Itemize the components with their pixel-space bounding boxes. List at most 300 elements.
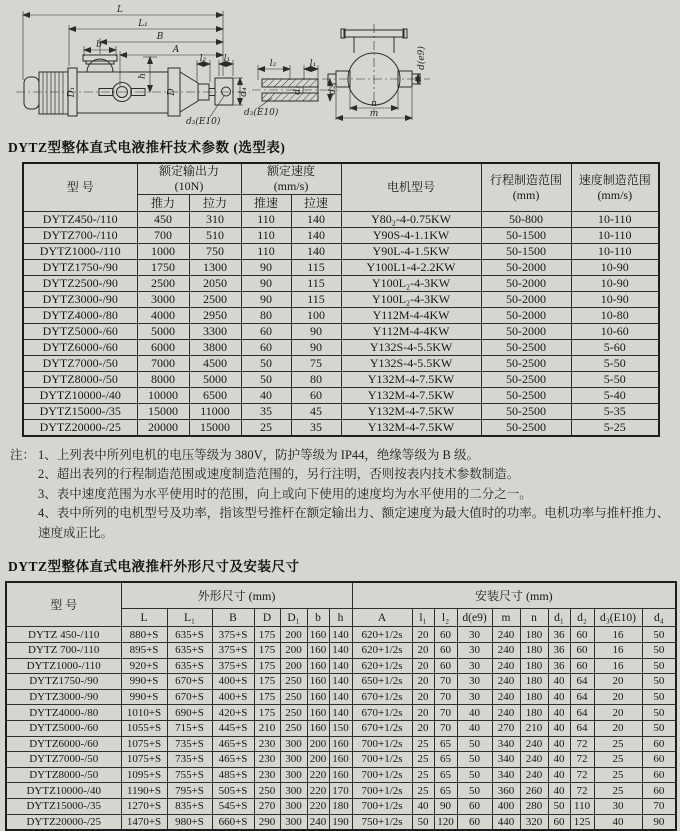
- value-cell: 750+1/2s: [352, 814, 412, 830]
- model-cell: DYTZ4000-/80: [23, 308, 137, 324]
- value-cell: 40: [412, 798, 434, 814]
- model-cell: DYTZ1750-/90: [6, 674, 121, 690]
- col-header-D1: D₁: [280, 609, 307, 627]
- value-cell: 15000: [189, 420, 241, 437]
- value-cell: 90: [241, 292, 291, 308]
- value-cell: 180: [520, 658, 548, 674]
- table-row: [23, 292, 659, 308]
- value-cell: 300: [280, 752, 307, 768]
- value-cell: 5-40: [571, 388, 659, 404]
- value-cell: 5-50: [571, 356, 659, 372]
- value-cell: 240: [492, 674, 520, 690]
- specs-table-body: [23, 212, 659, 437]
- col-header-de9: d(e9): [457, 609, 492, 627]
- value-cell: 990+S: [121, 674, 167, 690]
- table-row: [23, 356, 659, 372]
- value-cell: 160: [307, 720, 329, 736]
- side-view: [16, 5, 250, 127]
- value-cell: 40: [548, 752, 570, 768]
- value-cell: 180: [520, 705, 548, 721]
- value-cell: 60: [642, 783, 676, 799]
- value-cell: 140: [291, 244, 341, 260]
- value-cell: 16: [594, 642, 642, 658]
- value-cell: 375+S: [212, 658, 254, 674]
- dim-label-d4: d₄: [239, 87, 249, 97]
- model-cell: DYTZ3000-/90: [23, 292, 137, 308]
- value-cell: 25: [594, 767, 642, 783]
- value-cell: 60: [642, 736, 676, 752]
- col-group-install: 安装尺寸 (mm): [352, 582, 676, 609]
- dim-label-l1: l₁: [223, 54, 231, 64]
- value-cell: 160: [307, 627, 329, 643]
- value-cell: 8000: [137, 372, 189, 388]
- value-cell: 5000: [189, 372, 241, 388]
- value-cell: 180: [520, 674, 548, 690]
- col-header-d3E10: d₃(E10): [594, 609, 642, 627]
- note-item-1: 1、上列表中所列电机的电压等级为 380V，防护等级为 IP44，绝缘等级为 B 级。: [38, 448, 479, 462]
- value-cell: 250: [280, 720, 307, 736]
- table-row: [6, 767, 676, 783]
- value-cell: 36: [548, 627, 570, 643]
- value-cell: 300: [280, 783, 307, 799]
- value-cell: 360: [492, 783, 520, 799]
- table-row: [6, 627, 676, 643]
- value-cell: 40: [548, 674, 570, 690]
- value-cell: 120: [434, 814, 457, 830]
- model-cell: DYTZ15000-/35: [6, 798, 121, 814]
- value-cell: 4000: [137, 308, 189, 324]
- value-cell: 340: [492, 752, 520, 768]
- value-cell: 300: [280, 798, 307, 814]
- value-cell: 10000: [137, 388, 189, 404]
- model-cell: DYTZ1750-/90: [23, 260, 137, 276]
- fork-label-l1: l₁: [309, 59, 317, 69]
- col-header-rated-force: [137, 163, 241, 195]
- value-cell: 340: [492, 767, 520, 783]
- value-cell: 3000: [137, 292, 189, 308]
- model-cell: DYTZ15000-/35: [23, 404, 137, 420]
- value-cell: 40: [241, 388, 291, 404]
- value-cell: 240: [492, 642, 520, 658]
- value-cell: 1750: [137, 260, 189, 276]
- value-cell: 670+1/2s: [352, 705, 412, 721]
- value-cell: 200: [280, 642, 307, 658]
- value-cell: 60: [548, 814, 570, 830]
- value-cell: 175: [254, 642, 280, 658]
- model-cell: DYTZ3000-/90: [6, 689, 121, 705]
- value-cell: 64: [570, 720, 594, 736]
- value-cell: 660+S: [212, 814, 254, 830]
- value-cell: 375+S: [212, 642, 254, 658]
- value-cell: Y132M-4-7.5KW: [341, 404, 481, 420]
- value-cell: 50-1500: [481, 228, 571, 244]
- col-header-B: B: [212, 609, 254, 627]
- value-cell: 210: [254, 720, 280, 736]
- value-cell: 5-50: [571, 372, 659, 388]
- model-cell: DYTZ1000-/110: [23, 244, 137, 260]
- value-cell: 30: [594, 798, 642, 814]
- model-cell: DYTZ20000-/25: [23, 420, 137, 437]
- value-cell: 115: [291, 260, 341, 276]
- value-cell: 400+S: [212, 689, 254, 705]
- top-port: [83, 55, 117, 72]
- col-header-h: h: [329, 609, 352, 627]
- value-cell: 250: [254, 783, 280, 799]
- value-cell: 110: [241, 212, 291, 228]
- table-row: [6, 798, 676, 814]
- value-cell: 20: [412, 674, 434, 690]
- value-cell: Y132S-4-5.5KW: [341, 340, 481, 356]
- value-cell: 65: [434, 767, 457, 783]
- model-cell: DYTZ5000-/60: [23, 324, 137, 340]
- section-title-specs: DYTZ型整体直式电液推杆技术参数 (选型表): [8, 140, 286, 155]
- value-cell: 50-2500: [481, 404, 571, 420]
- value-cell: 10-110: [571, 212, 659, 228]
- value-cell: 10-110: [571, 244, 659, 260]
- value-cell: 670+1/2s: [352, 689, 412, 705]
- value-cell: 620+1/2s: [352, 658, 412, 674]
- value-cell: 50: [642, 689, 676, 705]
- value-cell: 620+1/2s: [352, 642, 412, 658]
- value-cell: 50: [642, 720, 676, 736]
- value-cell: 10-80: [571, 308, 659, 324]
- value-cell: 140: [291, 212, 341, 228]
- rated-force-unit: (10N): [174, 179, 204, 193]
- value-cell: 690+S: [167, 705, 212, 721]
- value-cell: 110: [241, 228, 291, 244]
- value-cell: 755+S: [167, 767, 212, 783]
- value-cell: 60: [457, 798, 492, 814]
- col-header-model: 型 号: [23, 163, 137, 212]
- rated-speed-unit: (mm/s): [273, 179, 309, 193]
- value-cell: 250: [280, 705, 307, 721]
- value-cell: 635+S: [167, 658, 212, 674]
- table-row: [23, 212, 659, 228]
- value-cell: 115: [291, 292, 341, 308]
- value-cell: 545+S: [212, 798, 254, 814]
- value-cell: 160: [329, 752, 352, 768]
- value-cell: 160: [307, 658, 329, 674]
- value-cell: 1075+S: [121, 736, 167, 752]
- col-header-rated-speed: [241, 163, 341, 195]
- value-cell: 5000: [137, 324, 189, 340]
- col-header-motor: 电机型号: [341, 163, 481, 212]
- model-cell: DYTZ6000-/60: [23, 340, 137, 356]
- value-cell: 6500: [189, 388, 241, 404]
- col-header-model-2: 型 号: [6, 582, 121, 627]
- value-cell: 650+1/2s: [352, 674, 412, 690]
- value-cell: 180: [520, 689, 548, 705]
- value-cell: 25: [594, 783, 642, 799]
- value-cell: 140: [329, 705, 352, 721]
- model-cell: DYTZ 700-/110: [6, 642, 121, 658]
- table-row: [6, 814, 676, 830]
- note-item-3: 3、表中速度范围为水平使用时的范围，向上或向下使用的速度均为水平使用的二分之一。: [38, 486, 532, 501]
- value-cell: 50-1500: [481, 244, 571, 260]
- push-rod-dimension-drawing: [0, 0, 680, 132]
- value-cell: 700: [137, 228, 189, 244]
- value-cell: 320: [520, 814, 548, 830]
- value-cell: 15000: [137, 404, 189, 420]
- col-header-stroke-range: [481, 163, 571, 212]
- value-cell: 735+S: [167, 752, 212, 768]
- value-cell: 64: [570, 705, 594, 721]
- value-cell: 160: [329, 736, 352, 752]
- value-cell: 80: [241, 308, 291, 324]
- dim-label-A: A: [172, 45, 180, 55]
- value-cell: 140: [329, 658, 352, 674]
- value-cell: 300: [280, 767, 307, 783]
- value-cell: 175: [254, 627, 280, 643]
- table-row: [23, 388, 659, 404]
- col-header-speed-range: [571, 163, 659, 212]
- value-cell: 60: [570, 642, 594, 658]
- dim-label-d3: d₃(E10): [186, 117, 221, 127]
- value-cell: 70: [642, 798, 676, 814]
- value-cell: 160: [307, 705, 329, 721]
- stroke-range-label: 行程制造范围: [490, 172, 563, 187]
- value-cell: 50-2500: [481, 372, 571, 388]
- col-group-outline: 外形尺寸 (mm): [121, 582, 352, 609]
- value-cell: 160: [307, 674, 329, 690]
- value-cell: 465+S: [212, 752, 254, 768]
- value-cell: 72: [570, 752, 594, 768]
- value-cell: 2950: [189, 308, 241, 324]
- value-cell: 140: [291, 228, 341, 244]
- end-dimensions: [336, 74, 421, 120]
- value-cell: 60: [434, 658, 457, 674]
- value-cell: 700+1/2s: [352, 798, 412, 814]
- model-cell: DYTZ450-/110: [23, 212, 137, 228]
- table-row: [6, 752, 676, 768]
- value-cell: 180: [329, 798, 352, 814]
- value-cell: 90: [291, 340, 341, 356]
- model-cell: DYTZ7000-/50: [23, 356, 137, 372]
- value-cell: 65: [434, 752, 457, 768]
- model-cell: DYTZ10000-/40: [6, 783, 121, 799]
- value-cell: 240: [492, 705, 520, 721]
- col-header-push-speed: 推速: [241, 195, 291, 212]
- value-cell: 140: [329, 689, 352, 705]
- value-cell: 35: [291, 420, 341, 437]
- value-cell: 620+1/2s: [352, 627, 412, 643]
- value-cell: 30: [457, 674, 492, 690]
- value-cell: 2500: [137, 276, 189, 292]
- value-cell: 16: [594, 627, 642, 643]
- table-row: [6, 783, 676, 799]
- value-cell: 64: [570, 674, 594, 690]
- table-row: [23, 276, 659, 292]
- value-cell: 36: [548, 658, 570, 674]
- value-cell: 50: [241, 372, 291, 388]
- notes-block: [10, 446, 672, 543]
- model-cell: DYTZ1000-/110: [6, 658, 121, 674]
- value-cell: 140: [329, 642, 352, 658]
- value-cell: 72: [570, 736, 594, 752]
- value-cell: 30: [457, 627, 492, 643]
- value-cell: 50: [457, 767, 492, 783]
- value-cell: 90: [241, 260, 291, 276]
- value-cell: 670+1/2s: [352, 720, 412, 736]
- value-cell: 220: [307, 767, 329, 783]
- technical-drawing: [0, 0, 680, 132]
- value-cell: Y100L1-4-2.2KW: [341, 260, 481, 276]
- col-header-pull-speed: 拉速: [291, 195, 341, 212]
- value-cell: Y112M-4-4KW: [341, 324, 481, 340]
- value-cell: 50: [642, 642, 676, 658]
- value-cell: 1270+S: [121, 798, 167, 814]
- value-cell: Y100L₂-4-3KW: [341, 276, 481, 292]
- value-cell: 3800: [189, 340, 241, 356]
- value-cell: 35: [241, 404, 291, 420]
- value-cell: 80: [291, 372, 341, 388]
- table-row: [6, 689, 676, 705]
- col-header-d1: d₁: [548, 609, 570, 627]
- dimensions-table-body: [6, 627, 676, 830]
- value-cell: 50-2000: [481, 276, 571, 292]
- value-cell: 20: [594, 720, 642, 736]
- value-cell: 260: [520, 783, 548, 799]
- value-cell: 280: [520, 798, 548, 814]
- value-cell: 40: [548, 783, 570, 799]
- table-row: [6, 736, 676, 752]
- value-cell: 60: [457, 814, 492, 830]
- value-cell: 10-90: [571, 292, 659, 308]
- value-cell: Y80₂-4-0.75KW: [341, 212, 481, 228]
- value-cell: 40: [548, 689, 570, 705]
- value-cell: 240: [520, 767, 548, 783]
- value-cell: 25: [412, 752, 434, 768]
- value-cell: 240: [492, 689, 520, 705]
- value-cell: 240: [307, 814, 329, 830]
- value-cell: 50: [241, 356, 291, 372]
- dim-label-B: B: [156, 32, 164, 42]
- speed-range-label: 速度制造范围: [578, 172, 651, 187]
- value-cell: 1055+S: [121, 720, 167, 736]
- fork-label-d1: d₁: [293, 85, 303, 95]
- value-cell: 50: [457, 783, 492, 799]
- col-header-d2: d₂: [570, 609, 594, 627]
- value-cell: 25: [412, 736, 434, 752]
- value-cell: 110: [570, 798, 594, 814]
- value-cell: 50-800: [481, 212, 571, 228]
- value-cell: 150: [329, 720, 352, 736]
- value-cell: 6000: [137, 340, 189, 356]
- table-row: [6, 658, 676, 674]
- value-cell: 200: [307, 736, 329, 752]
- value-cell: 735+S: [167, 736, 212, 752]
- dimensions-table: [5, 581, 677, 831]
- value-cell: 200: [280, 658, 307, 674]
- table-row: [23, 228, 659, 244]
- value-cell: 795+S: [167, 783, 212, 799]
- value-cell: 20: [412, 658, 434, 674]
- value-cell: 72: [570, 783, 594, 799]
- table-row: [6, 720, 676, 736]
- value-cell: Y100L₂-4-3KW: [341, 292, 481, 308]
- value-cell: Y112M-4-4KW: [341, 308, 481, 324]
- value-cell: 70: [434, 705, 457, 721]
- value-cell: 60: [570, 627, 594, 643]
- col-header-m: m: [492, 609, 520, 627]
- table-row: [23, 324, 659, 340]
- value-cell: 2050: [189, 276, 241, 292]
- value-cell: 505+S: [212, 783, 254, 799]
- value-cell: 445+S: [212, 720, 254, 736]
- value-cell: 400: [492, 798, 520, 814]
- value-cell: 510: [189, 228, 241, 244]
- value-cell: 290: [254, 814, 280, 830]
- value-cell: 3300: [189, 324, 241, 340]
- model-cell: DYTZ8000-/50: [6, 767, 121, 783]
- value-cell: 1470+S: [121, 814, 167, 830]
- value-cell: 40: [548, 767, 570, 783]
- dim-label-D1: D₁: [67, 86, 77, 98]
- value-cell: 4500: [189, 356, 241, 372]
- value-cell: 160: [307, 689, 329, 705]
- value-cell: 700+1/2s: [352, 752, 412, 768]
- value-cell: 50-2000: [481, 292, 571, 308]
- value-cell: 20: [594, 705, 642, 721]
- value-cell: 2500: [189, 292, 241, 308]
- note-item-4: 4、表中所列的电机型号及功率，指该型号推杆在额定输出力、额定速度为最大值时的功率。电机功率与推杆推力、 速度成正比。: [38, 506, 670, 540]
- speed-range-unit: (mm/s): [597, 187, 633, 202]
- value-cell: 60: [570, 658, 594, 674]
- value-cell: 20: [412, 705, 434, 721]
- value-cell: 170: [329, 783, 352, 799]
- value-cell: 25: [594, 752, 642, 768]
- col-header-D: D: [254, 609, 280, 627]
- fork-label-d2: d₂: [328, 85, 338, 95]
- value-cell: 700+1/2s: [352, 767, 412, 783]
- value-cell: 670+S: [167, 689, 212, 705]
- value-cell: Y132M-4-7.5KW: [341, 388, 481, 404]
- value-cell: 10-110: [571, 228, 659, 244]
- value-cell: 715+S: [167, 720, 212, 736]
- value-cell: 60: [291, 388, 341, 404]
- value-cell: 70: [434, 674, 457, 690]
- value-cell: 60: [241, 324, 291, 340]
- value-cell: 1190+S: [121, 783, 167, 799]
- table-row: [23, 372, 659, 388]
- value-cell: 30: [457, 689, 492, 705]
- value-cell: 65: [434, 736, 457, 752]
- value-cell: 5-60: [571, 340, 659, 356]
- col-header-l2: l₂: [434, 609, 457, 627]
- value-cell: 25: [241, 420, 291, 437]
- fork-label-l2: l₂: [269, 59, 277, 69]
- specs-table: [22, 162, 660, 437]
- value-cell: 16: [594, 658, 642, 674]
- value-cell: 250: [280, 689, 307, 705]
- note-item-2: 2、超出表列的行程制造范围或速度制造范围的，另行注明，否则按表内技术参数制造。: [38, 467, 520, 482]
- value-cell: 5-25: [571, 420, 659, 437]
- value-cell: 40: [548, 736, 570, 752]
- value-cell: 20: [594, 689, 642, 705]
- value-cell: Y90L-4-1.5KW: [341, 244, 481, 260]
- value-cell: 30: [457, 642, 492, 658]
- value-cell: 50: [642, 627, 676, 643]
- value-cell: 180: [520, 627, 548, 643]
- table-row: [23, 308, 659, 324]
- model-cell: DYTZ20000-/25: [6, 814, 121, 830]
- value-cell: 60: [434, 627, 457, 643]
- table-row: [23, 420, 659, 437]
- end-label-de9: d(e9): [417, 46, 427, 70]
- value-cell: 160: [307, 642, 329, 658]
- value-cell: 40: [548, 720, 570, 736]
- value-cell: 50-2500: [481, 340, 571, 356]
